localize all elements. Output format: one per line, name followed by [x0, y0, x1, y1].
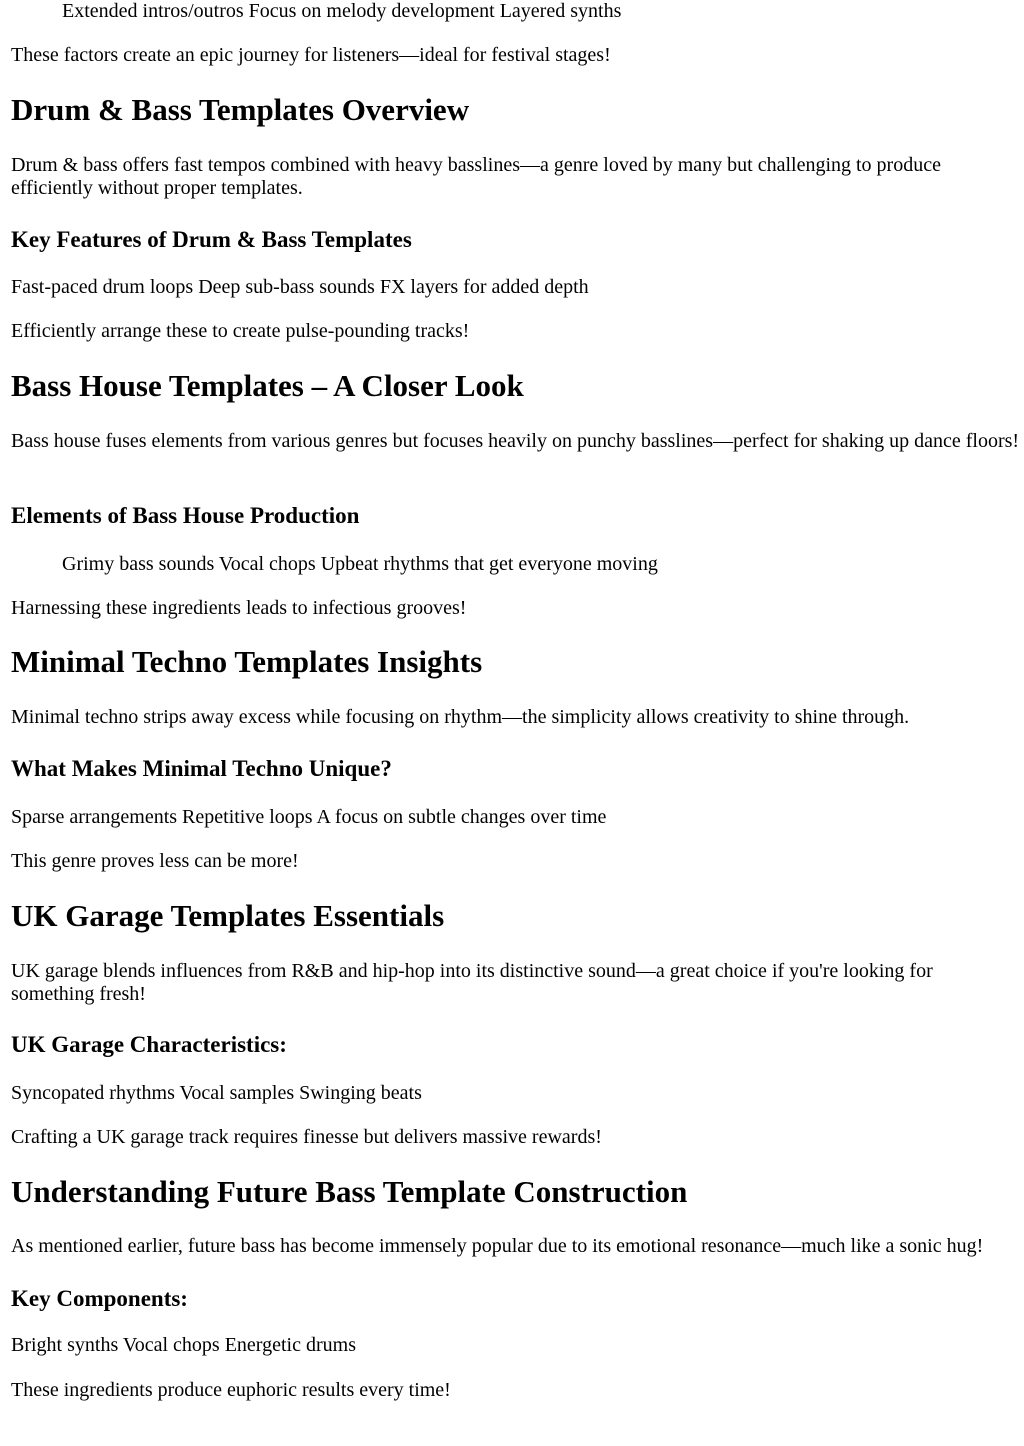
feature-list-paragraph: Fast-paced drum loops Deep sub-bass sounds FX layers for added depth — [11, 276, 589, 298]
subheading-bass-house-elements: Elements of Bass House Production — [11, 503, 360, 528]
section-heading-minimal-techno: Minimal Techno Templates Insights — [11, 644, 483, 679]
body-paragraph: Bass house fuses elements from various genres but focuses heavily on punchy basslines—perfect for shaking up dance floors! — [11, 430, 1020, 452]
section-heading-future-bass: Understanding Future Bass Template Construction — [11, 1174, 688, 1209]
subheading-uk-garage-characteristics: UK Garage Characteristics: — [11, 1032, 287, 1057]
section-heading-bass-house: Bass House Templates – A Closer Look — [11, 368, 524, 403]
feature-list-paragraph: Extended intros/outros Focus on melody development Layered synths — [62, 0, 622, 22]
feature-list-paragraph: Syncopated rhythms Vocal samples Swinging beats — [11, 1082, 422, 1104]
body-paragraph: Harnessing these ingredients leads to infectious grooves! — [11, 597, 467, 619]
feature-list-paragraph: Bright synths Vocal chops Energetic drums — [11, 1334, 356, 1356]
section-heading-uk-garage: UK Garage Templates Essentials — [11, 898, 445, 933]
body-paragraph: These factors create an epic journey for listeners—ideal for festival stages! — [11, 44, 611, 66]
subheading-key-components: Key Components: — [11, 1286, 188, 1311]
body-paragraph: Crafting a UK garage track requires finesse but delivers massive rewards! — [11, 1126, 602, 1148]
body-paragraph: These ingredients produce euphoric results every time! — [11, 1379, 451, 1401]
subheading-minimal-techno-unique: What Makes Minimal Techno Unique? — [11, 756, 392, 781]
body-paragraph: This genre proves less can be more! — [11, 850, 299, 872]
body-paragraph: Efficiently arrange these to create pulse-pounding tracks! — [11, 320, 470, 342]
body-paragraph: As mentioned earlier, future bass has become immensely popular due to its emotional resonance—much like a sonic hug! — [11, 1235, 984, 1257]
body-paragraph: Minimal techno strips away excess while focusing on rhythm—the simplicity allows creativity to shine through. — [11, 706, 910, 728]
feature-list-paragraph: Sparse arrangements Repetitive loops A focus on subtle changes over time — [11, 806, 607, 828]
section-heading-drum-and-bass: Drum & Bass Templates Overview — [11, 92, 470, 127]
feature-list-paragraph: Grimy bass sounds Vocal chops Upbeat rhythms that get everyone moving — [62, 553, 658, 575]
body-paragraph: Drum & bass offers fast tempos combined with heavy basslines—a genre loved by many but challenging to produce efficiently without proper templates. — [11, 154, 941, 199]
body-paragraph: UK garage blends influences from R&B and hip-hop into its distinctive sound—a great choice if you're looking for something fresh! — [11, 960, 933, 1005]
subheading-drum-and-bass-features: Key Features of Drum & Bass Templates — [11, 227, 412, 252]
